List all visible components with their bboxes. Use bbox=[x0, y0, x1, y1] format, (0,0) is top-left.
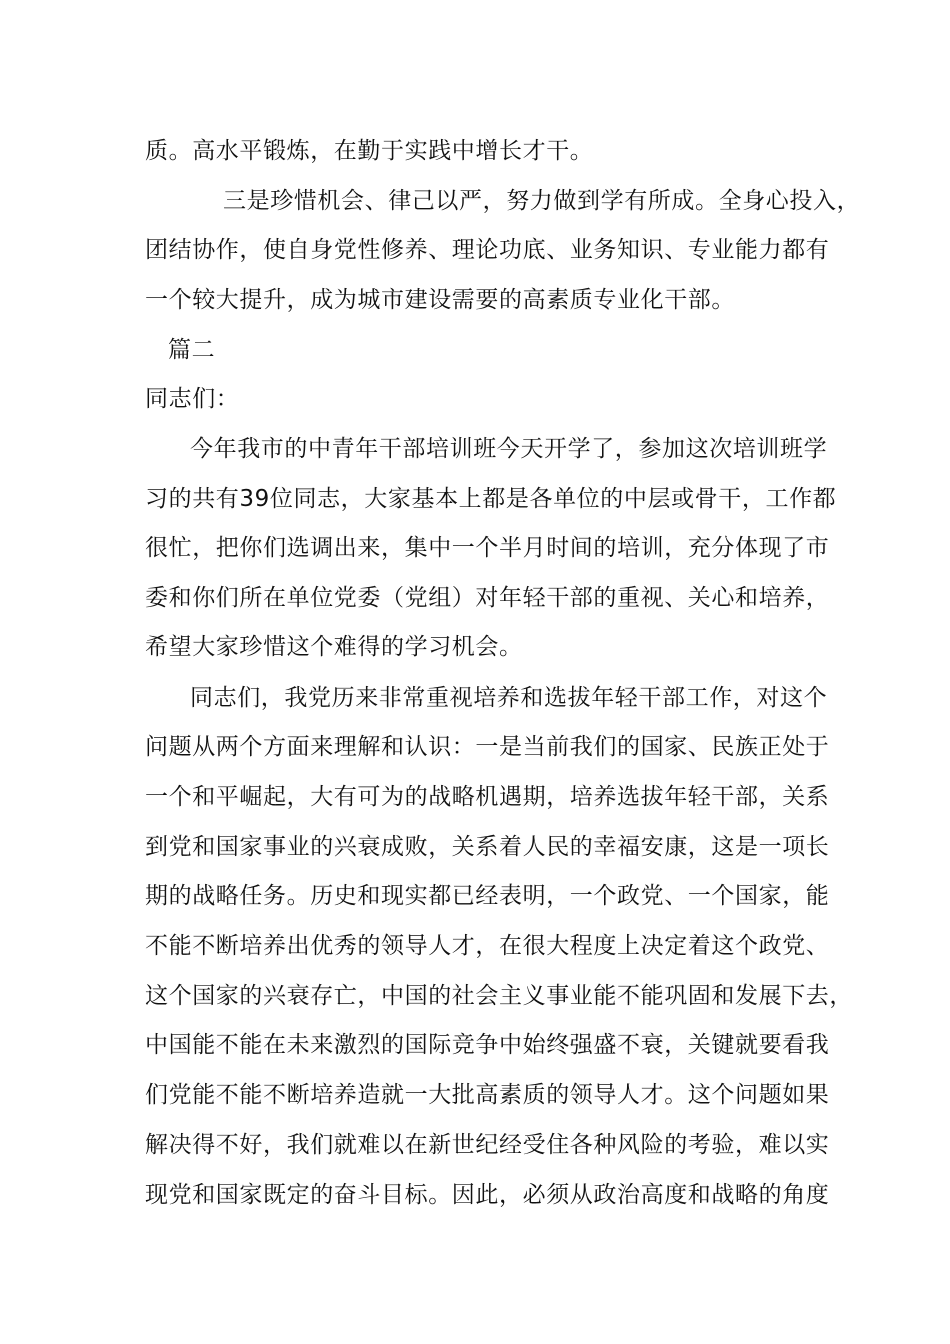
text-line: 到党和国家事业的兴衰成败，关系着人民的幸福安康，这是一项长 bbox=[145, 834, 830, 860]
text-line: 问题从两个方面来理解和认识：一是当前我们的国家、民族正处于 bbox=[145, 734, 830, 760]
text-line: 这个国家的兴衰存亡，中国的社会主义事业能不能巩固和发展下去， bbox=[145, 983, 853, 1009]
text-line: 习的共有39位同志，大家基本上都是各单位的中层或骨干，工作都 bbox=[145, 486, 837, 512]
text-line: 同志们，我党历来非常重视培养和选拔年轻干部工作，对这个 bbox=[190, 685, 828, 711]
text-line: 一个较大提升，成为城市建设需要的高素质专业化干部。 bbox=[145, 287, 735, 313]
text-line: 期的战略任务。历史和现实都已经表明，一个政党、一个国家，能 bbox=[145, 883, 830, 909]
text-line: 们党能不能不断培养造就一大批高素质的领导人才。这个问题如果 bbox=[145, 1082, 830, 1108]
text-line: 今年我市的中青年干部培训班今天开学了，参加这次培训班学 bbox=[190, 436, 828, 462]
text-line: 很忙，把你们选调出来，集中一个半月时间的培训，充分体现了市 bbox=[145, 535, 830, 561]
text-line: 希望大家珍惜这个难得的学习机会。 bbox=[145, 634, 523, 660]
text-line: 委和你们所在单位党委（党组）对年轻干部的重视、关心和培养， bbox=[145, 585, 830, 611]
text-line: 质。高水平锻炼，在勤于实践中增长才干。 bbox=[145, 138, 594, 164]
text-line: 团结协作，使自身党性修养、理论功底、业务知识、专业能力都有 bbox=[145, 237, 830, 263]
salutation: 同志们： bbox=[145, 386, 240, 412]
text-line: 现党和国家既定的奋斗目标。因此，必须从政治高度和战略的角度 bbox=[145, 1182, 830, 1208]
text-line: 不能不断培养出优秀的领导人才，在很大程度上决定着这个政党、 bbox=[145, 933, 830, 959]
section-heading: 篇二 bbox=[168, 337, 216, 363]
text-line: 三是珍惜机会、律己以严，努力做到学有所成。全身心投入， bbox=[223, 188, 861, 214]
text-line: 解决得不好，我们就难以在新世纪经受住各种风险的考验，难以实 bbox=[145, 1132, 830, 1158]
text-line: 中国能不能在未来激烈的国际竞争中始终强盛不衰，关键就要看我 bbox=[145, 1032, 830, 1058]
text-line: 一个和平崛起，大有可为的战略机遇期，培养选拔年轻干部，关系 bbox=[145, 784, 830, 810]
